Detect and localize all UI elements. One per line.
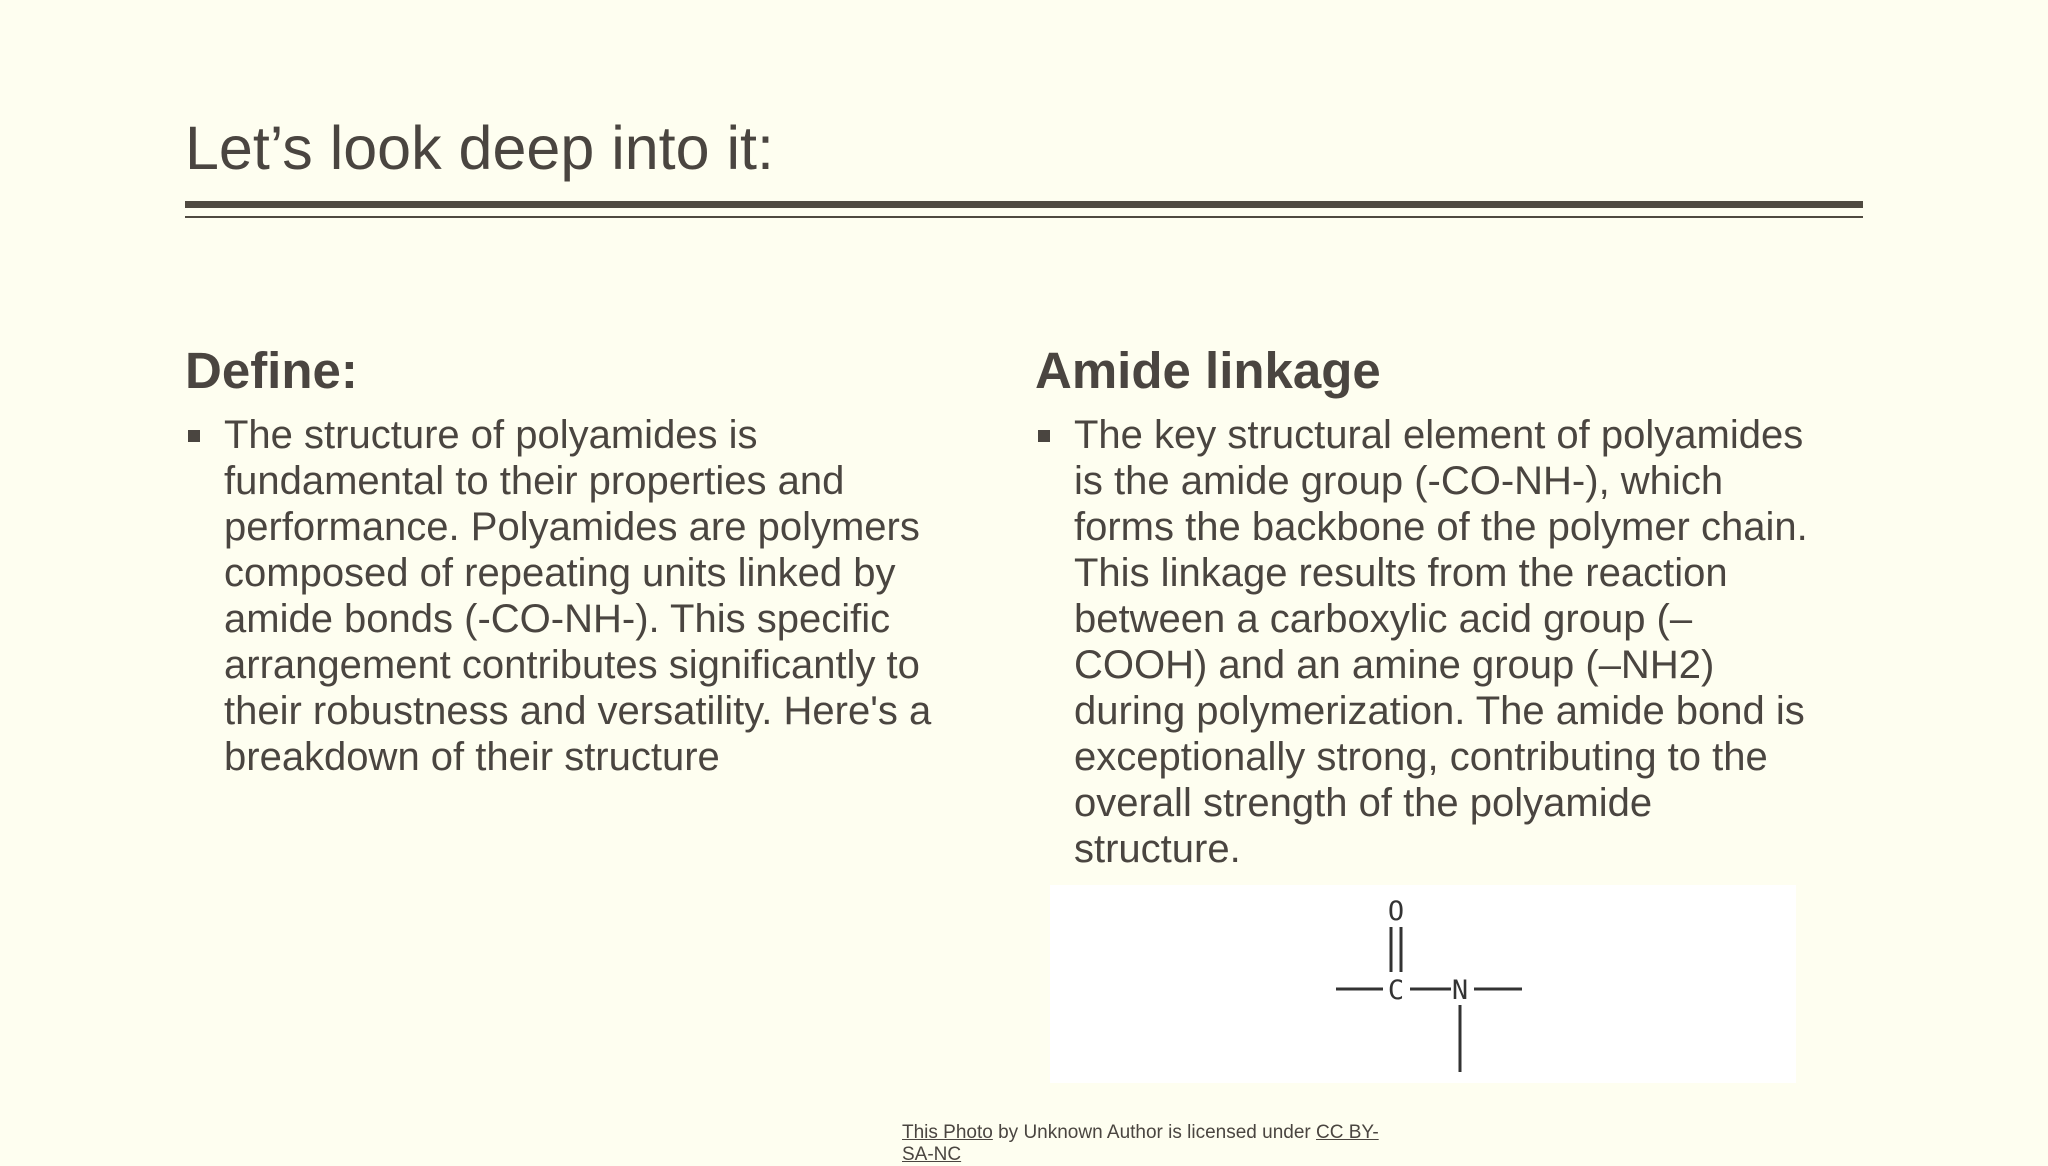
amide-linkage-bullet-text: The key structural element of polyamides is the amide group (-CO-NH-), which forms the backbone of the polymer chain. This linkage results from the reaction between a carboxylic acid group (– COOH) and an amine group (–NH2) during polymerization. The amide bond is exceptionally strong, contributing to the overall strength of the polyamide structure. [1074, 413, 1808, 871]
carbon-atom-label: C [1387, 975, 1405, 1006]
define-bullet-text: The structure of polyamides is fundamental to their properties and performance. Polyamides are polymers composed of repeating units linked by amide bonds (-CO-NH-). This specific arrangement contributes significantly to their robustness and versatility. Here's a breakdown of their structure [224, 413, 932, 779]
attribution-text: by Unknown Author is licensed under [992, 1122, 1317, 1143]
define-bullet [185, 412, 1005, 780]
title-rule-thick [185, 201, 1863, 208]
title-rule-thin [185, 216, 1863, 218]
license-link[interactable]: CC BY-SA-NC [902, 1122, 1379, 1165]
define-heading: Define: [185, 342, 358, 399]
amide-linkage-bullet [1035, 412, 1865, 872]
amide-group-structure-image [1050, 885, 1796, 1083]
oxygen-atom-label: O [1387, 896, 1405, 927]
square-bullet-icon [188, 430, 200, 442]
slide-title: Let’s look deep into it: [185, 114, 774, 182]
nitrogen-atom-label: N [1451, 975, 1469, 1006]
amide-linkage-heading: Amide linkage [1035, 342, 1381, 399]
square-bullet-icon [1038, 430, 1050, 442]
photo-attribution-caption [902, 1122, 1402, 1166]
amide-structure-diagram [1050, 885, 1796, 1083]
this-photo-link[interactable]: This Photo [902, 1122, 993, 1143]
